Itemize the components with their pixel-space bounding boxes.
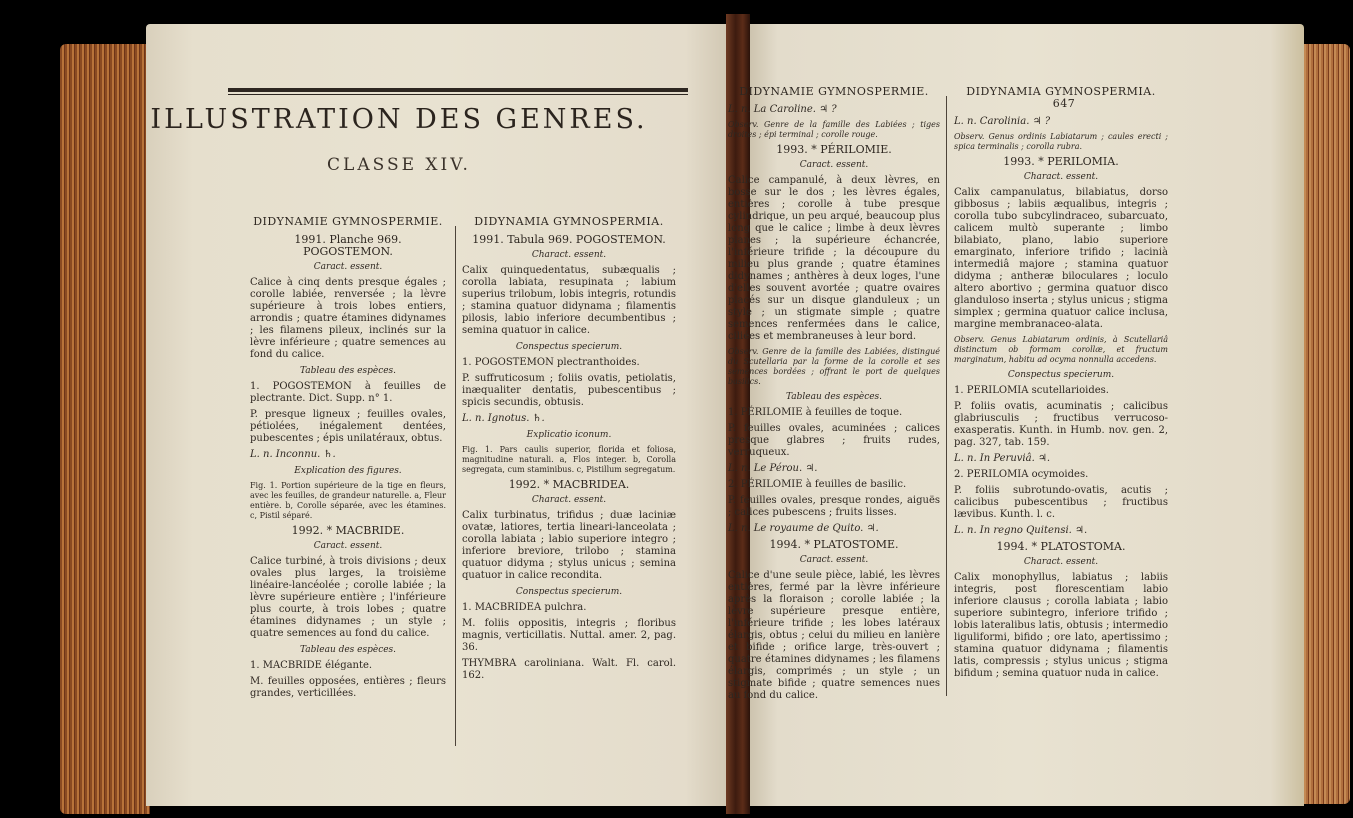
title-rule-thick <box>228 88 688 92</box>
section-label: Charact. essent. <box>1023 557 1099 567</box>
column-header <box>954 86 1168 110</box>
section-label: Conspectus specierum. <box>515 342 623 352</box>
section-label: Charact. essent. <box>531 250 607 260</box>
species-location: L. n. Carolinia. ♃ ? <box>954 116 1051 127</box>
species-location: L. n. Le Pérou. ♃. <box>728 463 818 474</box>
observation-note: Observ. Genre de la famille des Labiées ; tiges droites ; épi terminal ; corolle rouge. <box>728 120 940 139</box>
genus-description: Calix campanulatus, bilabiatus, dorso gibbosus ; labiis æqualibus, integris ; corolla tubo subcylindraceo, subarcuato, calicem multò superante ; limbo bilabiato, plano, labio superiore emarginato, inferiore trifido ; lacinià intermediâ majore ; stamina quatuor didyma ; antheræ biloculares ; loculo altero abortivo ; germina quatuor disco glanduloso inserta ; stylus unicus ; stigma simplex ; germina quatuor calice inclusa, margine membranaceo-alata. <box>954 187 1168 330</box>
species-name: 2. PÉRILOMIE à feuilles de basilic. <box>728 479 907 490</box>
species-description: P. foliis ovatis, acuminatis ; calicibus glabriusculis ; fructibus verrucoso-exasperatis. Kunth. in Humb. nov. gen. 2, pag. 327, tab. 159. <box>954 401 1168 448</box>
column-divider <box>455 226 456 746</box>
species-name: 1. POGOSTEMON à feuilles de plectrante. Dict. Supp. n° 1. <box>250 381 446 404</box>
figure-explanation: Fig. 1. Pars caulis superior, florida et foliosa, magnitudine naturali. a, Flos integer. b, Corolla segregata, cum staminibus. c, Pistillum segregatum. <box>462 445 676 474</box>
species-description: P. feuilles ovales, presque rondes, aiguës ; calices pubescens ; fruits lisses. <box>728 495 940 518</box>
species-location: L. n. Inconnu. ♄. <box>250 449 336 460</box>
section-label: Charact. essent. <box>1023 172 1099 182</box>
species-location: L. n. La Caroline. ♃ ? <box>728 104 837 115</box>
species-description: P. suffruticosum ; foliis ovatis, petiolatis, inæqualiter dentatis, pubescentibus ; spicis secundis, obtusis. <box>462 373 676 408</box>
section-label: Explicatio iconum. <box>526 430 612 440</box>
genus-description: Calice campanulé, à deux lèvres, en bosse sur le dos ; les lèvres égales, entières ; corolle à tube presque cylindrique, un peu arqué, beaucoup plus long que le calice ; limbe à deux lèvres planes ; la supérieure échancrée, l'inférieure trifide ; la découpure du milieu plus grande ; quatre étamines didynames ; anthères à deux loges, l'une d'elles souvent avortée ; quatre ovaires placés sur un disque glanduleux ; un style ; un stigmate simple ; quatre semences renfermées dans le calice, ciliées et membraneuses à leur bord. <box>728 175 940 342</box>
section-label: Explication des figures. <box>294 466 402 476</box>
figure-explanation: Fig. 1. Portion supérieure de la tige en fleurs, avec les feuilles, de grandeur naturelle. a, Fleur entière. b, Corolle séparée, avec les étamines. c, Pistil séparé. <box>250 481 446 520</box>
column-header: DIDYNAMIE GYMNOSPERMIE. <box>739 85 929 98</box>
observation-note: Observ. Genus Labiatarum ordinis, à Scutellariâ distinctum ob formam corollæ, et fructum marginatum, habitu ad ocyma nonnulla accedens. <box>954 335 1168 364</box>
species-location: L. n. In Peruviâ. ♃. <box>954 453 1051 464</box>
right-french-column <box>728 86 940 706</box>
title-rule-thin <box>228 94 688 95</box>
genus-description: Calice turbiné, à trois divisions ; deux ovales plus larges, la troisième linéaire-lancéolée ; corolle labiée ; la lèvre supérieure entière ; l'inférieure plus courte, à trois lobes ; quatre étamines didynames ; un style ; quatre semences au fond du calice. <box>250 556 446 639</box>
species-location: L. n. Le royaume de Quito. ♃. <box>728 523 879 534</box>
page-number: 647 <box>1052 97 1076 110</box>
genus-description: Calix quinquedentatus, subæqualis ; corolla labiata, resupinata ; labium superius trilobum, lobis integris, rotundis ; stamina quatuor didynama ; filamentis pilosis, labio inferiore decumbentibus ; semina quatuor in calice. <box>462 265 676 336</box>
genus-title: 1991. Planche 969. POGOSTEMON. <box>294 233 402 258</box>
left-french-column <box>250 216 446 704</box>
section-label: Caract. essent. <box>799 160 869 170</box>
column-header: DIDYNAMIA GYMNOSPERMIA. <box>474 215 664 228</box>
genus-title: 1994. * PLATOSTOME. <box>769 538 899 551</box>
section-label: Conspectus specierum. <box>515 587 623 597</box>
species-location: L. n. In regno Quitensi. ♃. <box>954 525 1088 536</box>
section-label: Charact. essent. <box>531 495 607 505</box>
page-main-title: ILLUSTRATION DES GENRES. <box>150 104 648 135</box>
species-name: 2. PERILOMIA ocymoides. <box>954 469 1089 480</box>
genus-title: 1993. * PERILOMIA. <box>1003 155 1119 168</box>
species-description: P. presque ligneux ; feuilles ovales, pétiolées, inégalement dentées, pubescentes ; épis unilatéraux, obtus. <box>250 409 446 444</box>
genus-title: 1991. Tabula 969. POGOSTEMON. <box>472 233 666 246</box>
section-label: Tableau des espèces. <box>785 392 883 402</box>
species-name: 1. POGOSTEMON plectranthoides. <box>462 357 640 368</box>
genus-title: 1992. * MACBRIDE. <box>291 524 405 537</box>
species-name: 1. MACBRIDE élégante. <box>250 660 373 671</box>
genus-title: 1993. * PÉRILOMIE. <box>776 143 892 156</box>
genus-title: 1994. * PLATOSTOMA. <box>996 540 1126 553</box>
species-synonym: THYMBRA caroliniana. Walt. Fl. carol. 162. <box>462 658 676 681</box>
species-description: P. feuilles ovales, acuminées ; calices presque glabres ; fruits rudes, verruqueux. <box>728 423 940 458</box>
column-header: DIDYNAMIE GYMNOSPERMIE. <box>253 215 443 228</box>
section-label: Conspectus specierum. <box>1007 370 1115 380</box>
species-description: M. feuilles opposées, entières ; fleurs grandes, verticillées. <box>250 676 446 699</box>
species-description: P. foliis subrotundo-ovatis, acutis ; calicibus pubescentibus ; fructibus lævibus. Kunth. l. c. <box>954 485 1168 520</box>
genus-description: Calice à cinq dents presque égales ; corolle labiée, renversée ; la lèvre supérieure à trois lobes entiers, arrondis ; quatre étamines didynames ; les filamens pileux, inclinés sur la lèvre inférieure ; quatre semences au fond du calice. <box>250 277 446 360</box>
species-description: M. foliis oppositis, integris ; floribus magnis, verticillatis. Nuttal. amer. 2, pag. 36. <box>462 618 676 653</box>
section-label: Caract. essent. <box>313 541 383 551</box>
section-label: Tableau des espèces. <box>299 366 397 376</box>
observation-note: Observ. Genre de la famille des Labiées, distingué du Scutellaria par la forme de la corolle et ses semences bordées ; offrant le port de quelques basilics. <box>728 347 940 386</box>
species-name: 1. PÉRILOMIE à feuilles de toque. <box>728 407 903 418</box>
genus-description: Calix turbinatus, trifidus ; duæ laciniæ ovatæ, latiores, tertia lineari-lanceolata ; corolla labiata ; labio superiore integro ; inferiore breviore, trilobo ; stamina quatuor didyma ; stylus unicus ; semina quatuor in calice recondita. <box>462 510 676 581</box>
species-name: 1. PERILOMIA scutellarioides. <box>954 385 1109 396</box>
species-location: L. n. Ignotus. ♄. <box>462 413 545 424</box>
section-label: Tableau des espèces. <box>299 645 397 655</box>
genus-description: Calice d'une seule pièce, labié, les lèvres entières, fermé par la lèvre inférieure après la floraison ; corolle labiée ; la lèvre supérieure presque entière, l'inférieure trifide ; les lobes latéraux élargis, obtus ; celui du milieu en lanière et bifide ; orifice large, très-ouvert ; quatre étamines didynames ; les filamens élargis, comprimés ; un style ; un stigmate bifide ; quatre semences nues au fond du calice. <box>728 570 940 701</box>
right-page-edges <box>1296 44 1350 804</box>
column-header-text: DIDYNAMIA GYMNOSPERMIA. <box>966 85 1156 98</box>
genus-description: Calix monophyllus, labiatus ; labiis integris, post florescentiam labio inferiore clausus ; corolla labiata ; labio superiore subintegro, inferiore trifido ; lobis lateralibus latis, obtusis ; intermedio liguliformi, bifido ; ore lato, apertissimo ; stamina quatuor didynama ; filamentis latis, compressis ; stylus unicus ; stigma bifidum ; semina quatuor nuda in calice. <box>954 572 1168 679</box>
section-label: Caract. essent. <box>799 555 869 565</box>
left-latin-column <box>462 216 676 686</box>
class-subtitle: CLASSE XIV. <box>327 155 471 175</box>
observation-note: Observ. Genus ordinis Labiatarum ; caules erecti ; spica terminalis ; corolla rubra. <box>954 132 1168 151</box>
right-latin-column <box>954 86 1168 684</box>
section-label: Caract. essent. <box>313 262 383 272</box>
genus-title: 1992. * MACBRIDEA. <box>508 478 630 491</box>
column-divider <box>946 96 947 696</box>
species-name: 1. MACBRIDEA pulchra. <box>462 602 587 613</box>
